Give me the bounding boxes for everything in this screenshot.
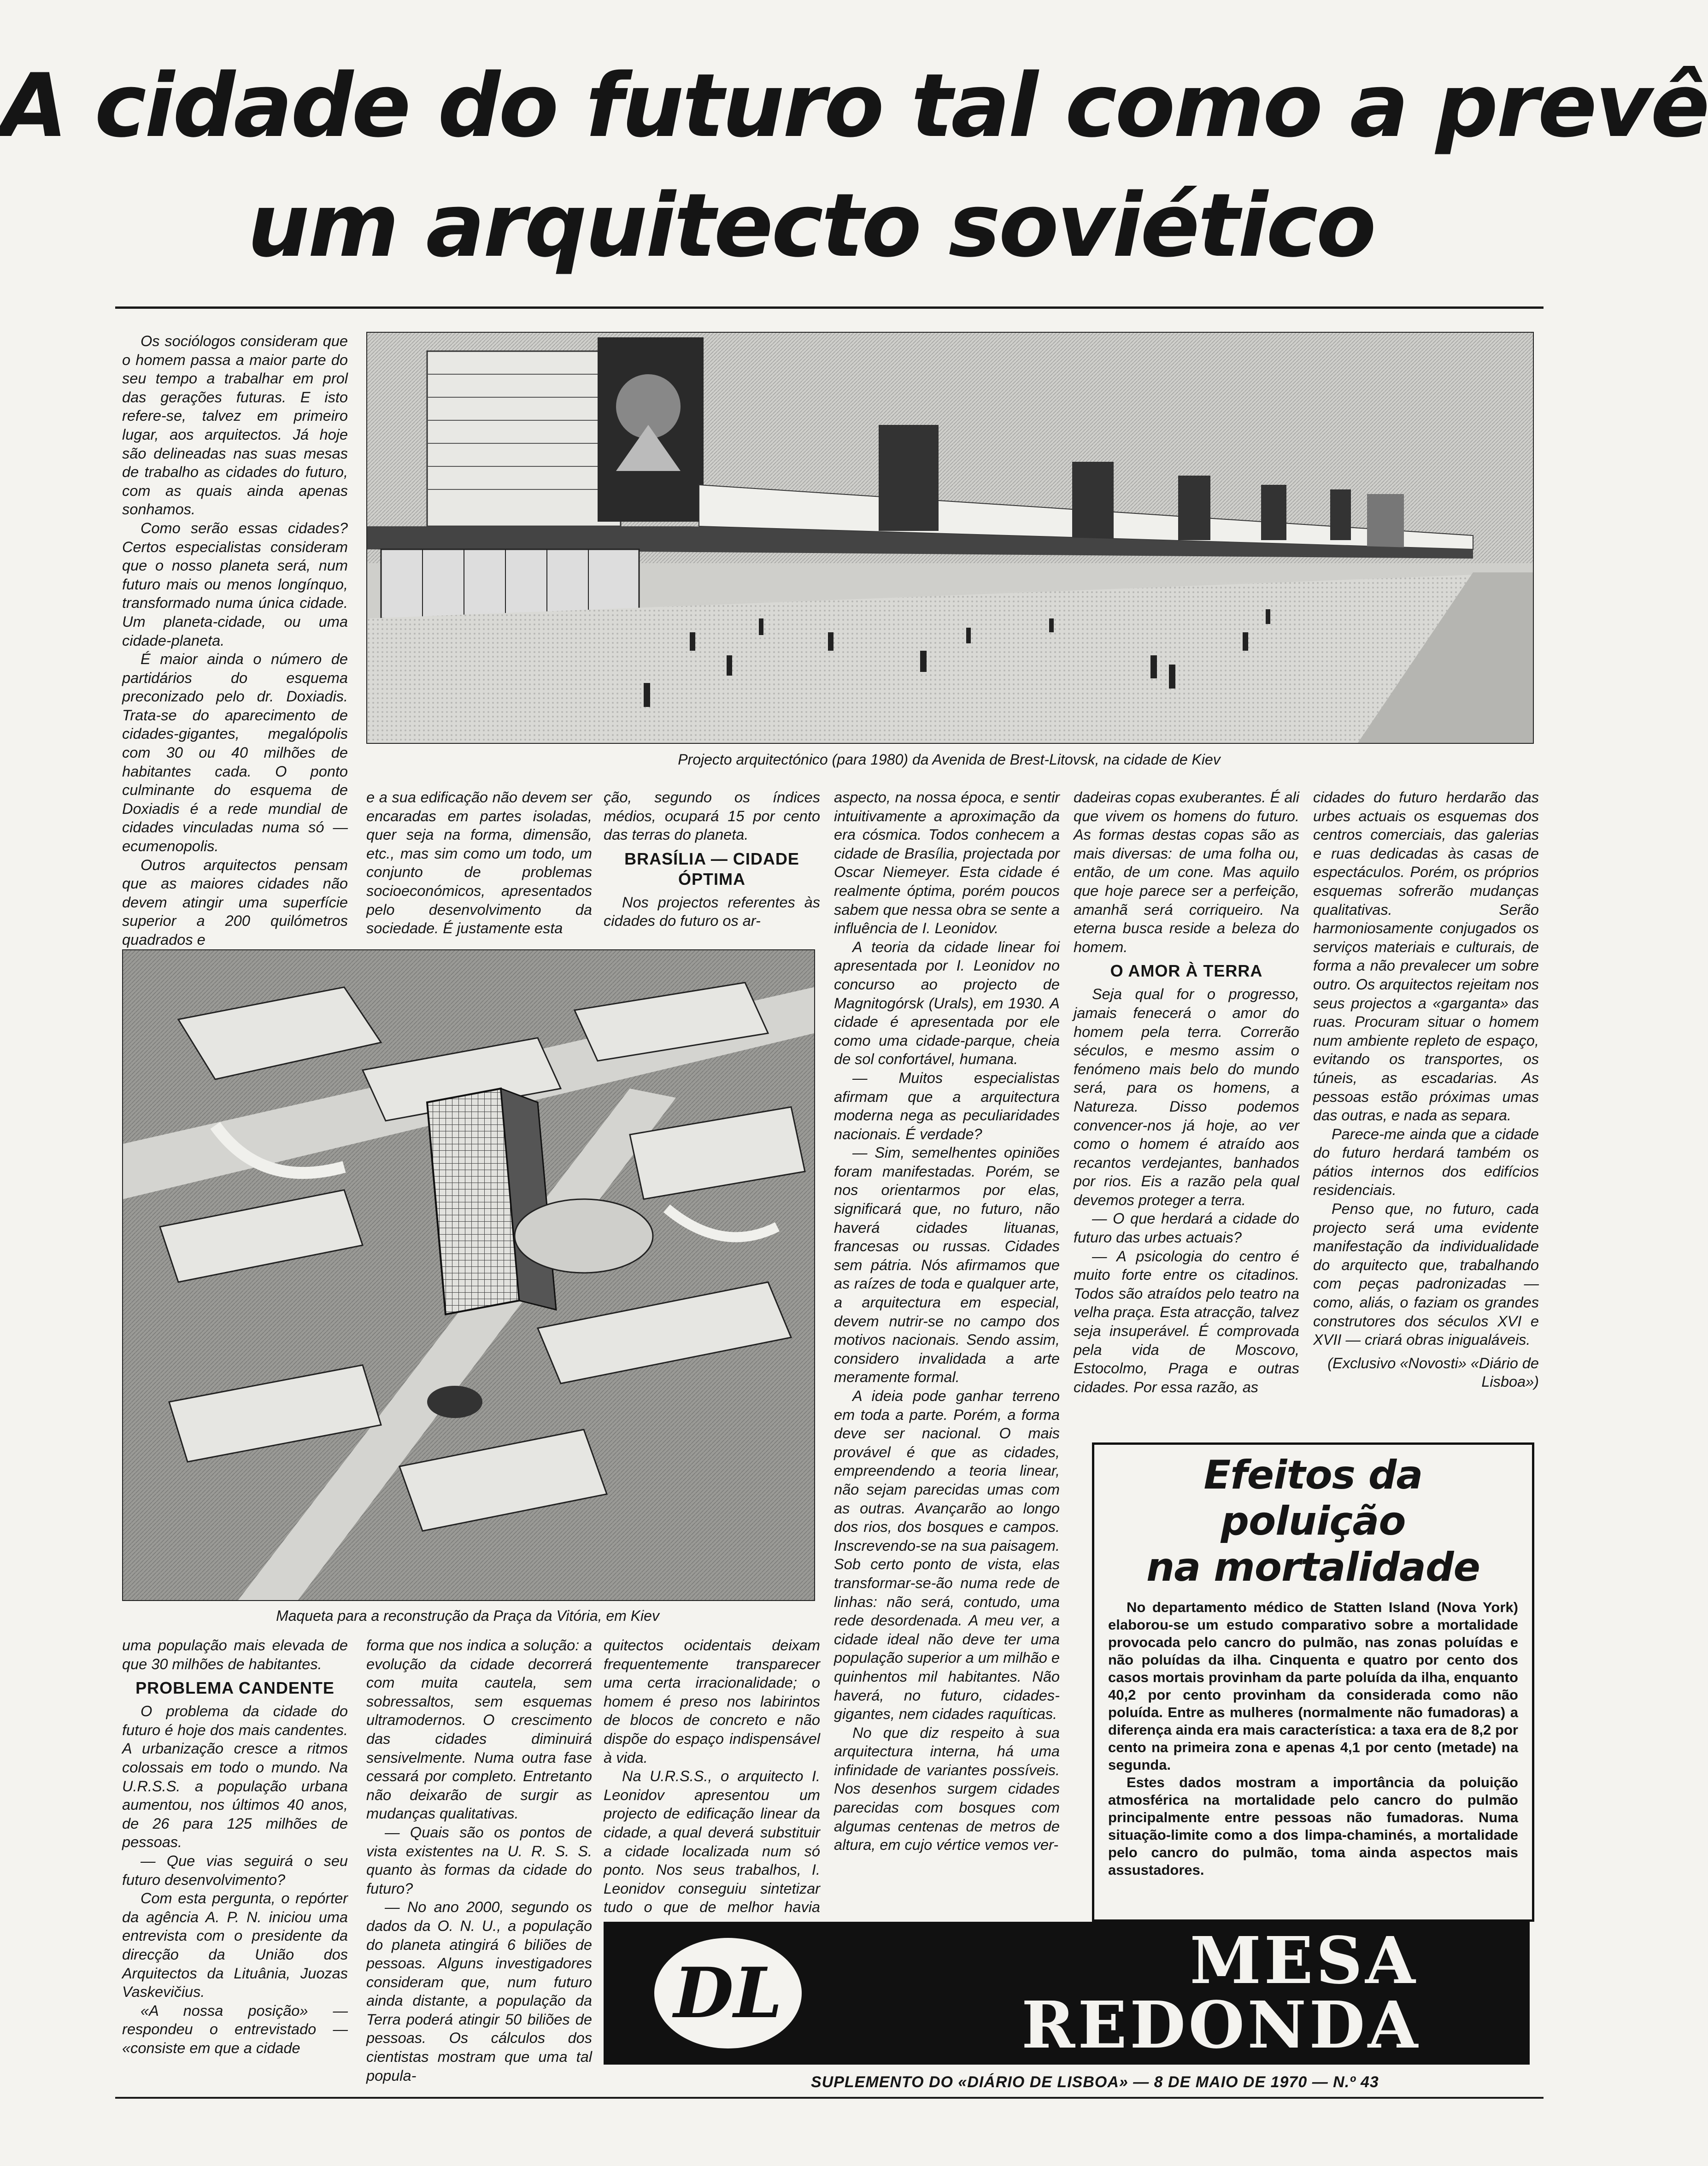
paragraph: «A nossa posição» — respondeu o entrevistado — «consiste em que a cidade — [122, 2002, 348, 2056]
article-col3-top — [604, 788, 820, 940]
footer-rule — [115, 2097, 1544, 2099]
paragraph: Com esta pergunta, o repórter da agência A. P. N. iniciou uma entrevista com o presidente da direcção da União dos Arquitectos da Lituânia, Juozas Vaskevičius. — [122, 1890, 348, 2001]
paragraph: — Que vias seguirá o seu futuro desenvolvimento? — [122, 1852, 348, 1888]
section-heading-problema: PROBLEMA CANDENTE — [135, 1678, 335, 1698]
paragraph: Parece-me ainda que a cidade do futuro herdará também os pátios internos dos edifícios residenciais. — [1313, 1125, 1539, 1199]
photo-model-caption: Maqueta para a reconstrução da Praça da Vitória, em Kiev — [276, 1607, 659, 1624]
paragraph: e a sua edificação não devem ser encaradas em partes isoladas, quer seja na forma, dimensão, etc., mas sim como um todo, um conjunto de problemas socioeconómicos, apresentados pelo desenvolvimento da sociedade. É justamente esta — [366, 789, 592, 937]
article-col1-top — [122, 332, 348, 948]
article-col2-top — [366, 788, 592, 940]
article-col3-bottom — [604, 1636, 820, 1922]
paragraph: Na U.R.S.S., o arquitecto I. Leonidov apresentou um projecto de edificação linear da cidade, a qual deverá substituir a cidade localizada num só ponto. Nos seus trabalhos, I. Leonidov conseguiu sintetizar tudo o que de melhor havia — [604, 1768, 820, 1916]
paragraph: Penso que, no futuro, cada projecto será uma evidente manifestação da individualidade do arquitecto que, trabalhando com peças padronizadas — como, aliás, o faziam os grandes construtores dos séculos XVI e XVII — criará obras inigualáveis. — [1313, 1201, 1539, 1348]
paragraph: cidades do futuro herdarão das urbes actuais os esquemas dos centros comerciais, das galerias e ruas dedicadas às casas de espectáculos. Porém, os próprios esquemas sofrerão mudanças qualitativas. Serão harmoniosamente conjugados os serviços materiais e culturais, de forma a não prevalecer um sobre outro. Os arquitectos rejeitam nos seus projectos a «garganta» das ruas. Procuram situar o homem num ambiente repleto de espaço, evitando os transportes, os túneis, as escadarias. As pessoas estão próximas umas das outras, e nada as separa. — [1313, 789, 1539, 1124]
paragraph: Outros arquitectos pensam que as maiores cidades não devem atingir uma superfície superior a 200 quilómetros quadrados e — [122, 856, 348, 948]
article-col1-bottom — [122, 1636, 348, 2097]
dl-logo-text: DL — [674, 1953, 782, 2034]
paragraph: A ideia pode ganhar terreno em toda a parte. Porém, a forma deve ser nacional. O mais provável é que as cidades, empreendendo a teoria linear, não sejam parecidas umas com as outras. Avançarão ao longo dos rios, dos bosques e campos. Inscrevendo-se na sua paisagem. Sob certo ponto de vista, elas transformar-se-ão numa rede de linhas: não será, contudo, uma rede desordenada. A meu ver, a cidade ideal não deve ter uma população superior a um milhão e quinhentos mil habitantes. Não haverá, no futuro, cidades-gigantes, nem cidades raquíticas. — [834, 1388, 1060, 1723]
photo-model-praca — [122, 949, 815, 1601]
section-heading-amor: O AMOR À TERRA — [1110, 961, 1263, 981]
paragraph: Seja qual for o progresso, jamais fenecerá o amor do homem pela terra. Correrão séculos, e mesmo assim o fenómeno mais belo do mundo será, para os homens, a Natureza. Disso podemos convencer-nos já hoje, ao ver como o homem é atraído aos recantos verdejantes, banhados por rios. Eis a razão pela qual devemos proteger a terra. — [1074, 986, 1299, 1208]
paragraph: — Quais são os pontos de vista existentes na U. R. S. S. quanto às formas da cidade do futuro? — [366, 1824, 592, 1897]
article-col2-bottom — [366, 1636, 592, 2097]
paragraph: — Muitos especialistas afirmam que a arquitectura moderna nega as peculiaridades nacionais. É verdade? — [834, 1069, 1060, 1142]
paragraph: — O que herdará a cidade do futuro das urbes actuais? — [1074, 1210, 1299, 1246]
pollution-box-body — [1108, 1599, 1518, 1879]
paragraph: aspecto, na nossa época, e sentir intuitivamente a aproximação da era cósmica. Todos conhecem a cidade de Brasília, projectada por Oscar Niemeyer. Esta cidade é realmente óptima, porém poucos sabem que nessa obra se sente a influência de I. Leonidov. — [834, 789, 1060, 937]
section-heading-brasilia: BRASÍLIA — CIDADE ÓPTIMA — [624, 849, 799, 889]
pollution-box — [1092, 1442, 1534, 1922]
pollution-box-title-2: na mortalidade — [1146, 1544, 1480, 1590]
mesa-redonda-banner — [604, 1922, 1530, 2065]
paragraph: — A psicologia do centro é muito forte entre os citadinos. Todos são atraídos pelo teatro na velha praça. Esta atracção, talvez seja insuperável. É comprovada pela vida de Moscovo, Estocolmo, Praga e outras cidades. Por essa razão, as — [1074, 1248, 1299, 1395]
paragraph: É maior ainda o número de partidários do esquema preconizado pelo dr. Doxiadis. Trata-se do aparecimento de cidades-gigantes, megalópolis com 30 ou 40 milhões de habitantes cada. O ponto culminante do esquema de Doxiadis é a rede mundial de cidades vinculadas numa só — ecumenopolis. — [122, 651, 348, 855]
article-col4 — [834, 788, 1060, 1862]
paragraph: Como serão essas cidades? Certos especialistas consideram que o nosso planeta será, num futuro mais ou menos longínquo, transformado numa única cidade. Um planeta-cidade, ou uma cidade-planeta. — [122, 519, 348, 649]
paragraph: dadeiras copas exuberantes. É ali que vivem os homens do futuro. As formas destas copas são as mais diversas: de uma folha ou, então, de um cone. Mas aquilo que hoje parece ser a perfeição, amanhã será corriqueiro. Na eterna busca reside a beleza do homem. — [1074, 789, 1299, 955]
paragraph: forma que nos indica a solução: a evolução da cidade decorrerá com muita cautela, sem sobressaltos, sem esquemas ultramodernos. O crescimento das cidades diminuirá sensivelmente. Numa outra fase cessará por completo. Entretanto não deixarão de surgir as mudanças qualitativas. — [366, 1637, 592, 1822]
pollution-box-title-1: Efeitos da poluição — [1203, 1452, 1423, 1544]
credit-line: (Exclusivo «Novosti» «Diário de Lisboa») — [1327, 1354, 1539, 1390]
paragraph: quitectos ocidentais deixam frequentemente transparecer uma certa irracionalidade; o homem é preso nos labirintos de blocos de concreto e não dispõe do espaço indispensável à vida. — [604, 1637, 820, 1766]
headline-line-1: A cidade do futuro tal como a prevê — [0, 55, 1708, 157]
photo-avenue-caption: Projecto arquitectónico (para 1980) da Avenida de Brest-Litovsk, na cidade de Kiev — [678, 751, 1221, 768]
banner-title-mesa: MESA — [1190, 1923, 1418, 1999]
article-col6 — [1313, 788, 1539, 1424]
paragraph: No que diz respeito à sua arquitectura interna, há uma infinidade de variantes possíveis. Nos desenhos surgem cidades parecidas com bosques com algumas centenas de metros de altura, em cujo vértice vemos ver- — [834, 1724, 1060, 1854]
headline-line-2: um arquitecto soviético — [247, 175, 1375, 277]
footer-supplement-line: SUPLEMENTO DO «DIÁRIO DE LISBOA» — 8 DE MAIO DE 1970 — N.º 43 — [811, 2073, 1379, 2091]
dl-logo — [654, 1938, 802, 2048]
photo-avenue-kiev — [366, 332, 1534, 744]
headline-rule — [115, 306, 1544, 309]
paragraph: A teoria da cidade linear foi apresentada por I. Leonidov no concurso ao projecto de Magnitogórsk (Urals), em 1930. A cidade é apresentada por ele como uma cidade-parque, cheia de sol confortável, humana. — [834, 938, 1060, 1068]
paragraph: Nos projectos referentes às cidades do futuro os ar- — [604, 894, 820, 930]
paragraph: O problema da cidade do futuro é hoje dos mais candentes. A urbanização cresce a ritmos colossais em todo o mundo. Na U.R.S.S. a população urbana aumentou, nos últimos 40 anos, de 26 para 125 milhões de pessoas. — [122, 1703, 348, 1851]
paragraph: uma população mais elevada de que 30 milhões de habitantes. — [122, 1637, 348, 1672]
paragraph: ção, segundo os índices médios, ocupará 15 por cento das terras do planeta. — [604, 789, 820, 843]
paragraph: Os sociólogos consideram que o homem passa a maior parte do seu tempo a trabalhar em prol das gerações futuras. E isto refere-se, talvez em primeiro lugar, aos arquitectos. Já hoje são delineadas nas suas mesas de trabalho as cidades do futuro, com as quais ainda apenas sonhamos. — [122, 333, 348, 518]
paragraph: — No ano 2000, segundo os dados da O. N. U., a população do planeta atingirá 6 biliões de pessoas. Alguns investigadores consideram que, num futuro ainda distante, a população da Terra poderá atingir 50 biliões de pessoas. Os cálculos dos cientistas mostram que uma tal popula- — [366, 1899, 592, 2084]
paragraph: No departamento médico de Statten Island (Nova York) elaborou-se um estudo comparativo sobre a mortalidade provocada pelo cancro do pulmão, nas zonas poluídas e não poluídas da ilha. Cinquenta e quatro por cento dos casos mortais provinham da parte poluída da ilha, enquanto 40,2 por cento provinham da considerada como não poluída. Entre as mulheres (normalmente não fumadoras) a diferença ainda era mais característica: a taxa era de 8,2 por cento na primeira zona e apenas 4,1 por cento (metade) na segunda. — [1108, 1599, 1518, 1773]
paragraph: Estes dados mostram a importância da poluição atmosférica na mortalidade pelo cancro do pulmão principalmente entre pessoas não fumadoras. Numa situação-limite como a dos limpa-chaminés, a mortalidade pelo cancro do pulmão, toma ainda aspectos mais assustadores. — [1108, 1774, 1518, 1878]
banner-title-redonda: REDONDA — [1021, 1988, 1421, 2063]
article-col5 — [1074, 788, 1299, 1424]
paragraph: — Sim, semelhentes opiniões foram manifestadas. Porém, se nos orientarmos por elas, significará que, no futuro, não haverá cidades lituanas, francesas ou russas. Cidades sem pátria. Nós afirmamos que as raízes de toda e qualquer arte, a arquitectura em especial, devem nutrir-se no campo dos motivos nacionais. Sendo assim, considero invalidada a arte meramente formal. — [834, 1144, 1060, 1386]
